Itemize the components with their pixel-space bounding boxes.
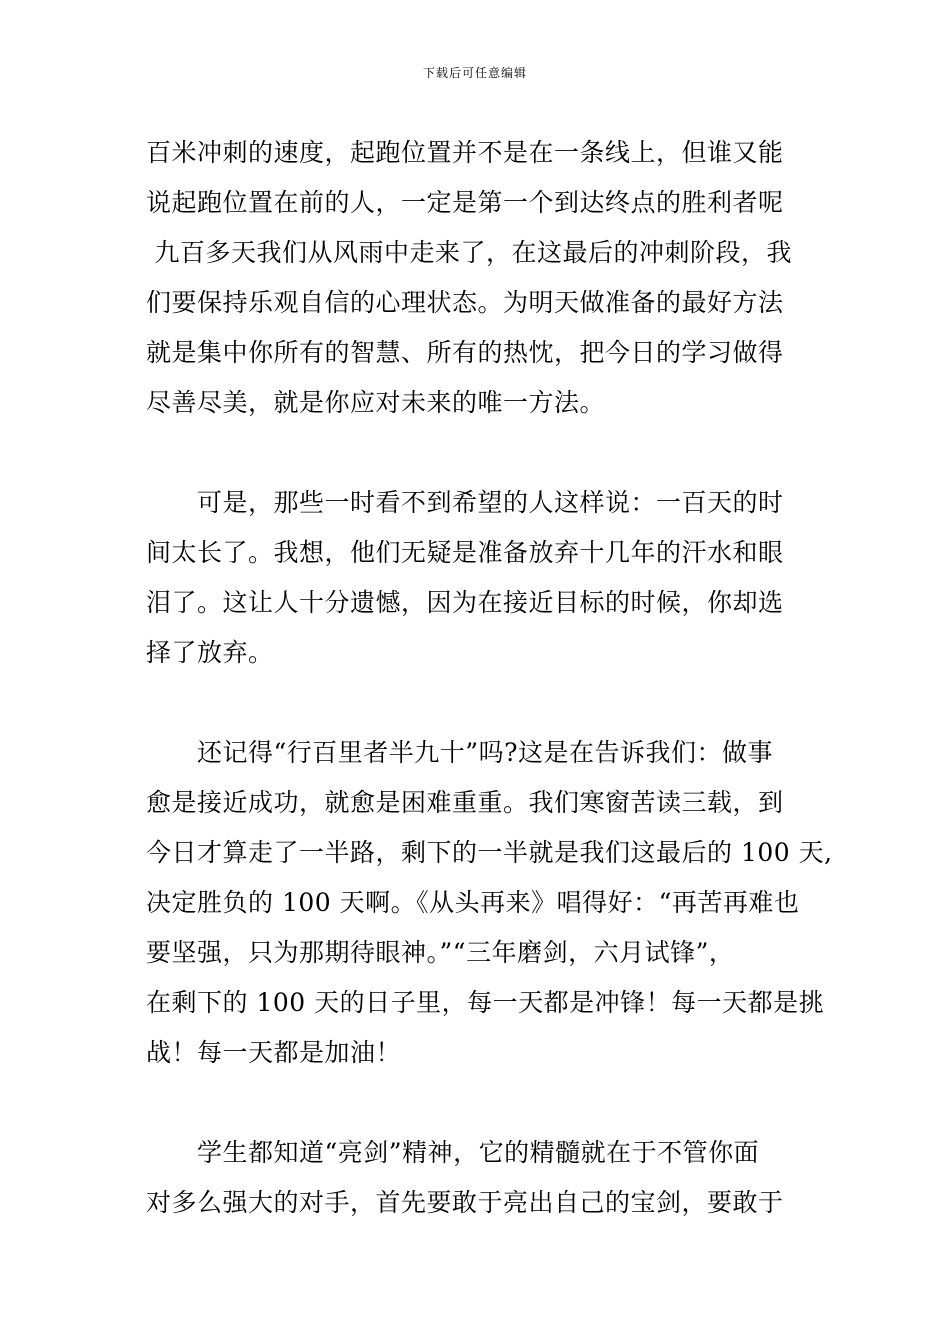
text-line: 对多么强大的对手，首先要敢于亮出自己的宝剑，要敢于 [146, 1188, 784, 1217]
paragraph [146, 1128, 826, 1228]
paragraph [146, 128, 826, 428]
text-line: 百米冲刺的速度，起跑位置并不是在一条线上，但谁又能 [146, 138, 784, 167]
text-line: 愈是接近成功，就愈是困难重重。我们寒窗苦读三载，到 [146, 788, 784, 817]
text-line: 们要保持乐观自信的心理状态。为明天做准备的最好方法 [146, 288, 784, 317]
paragraph [146, 728, 833, 1078]
text-line: 间太长了。我想，他们无疑是准备放弃十几年的汗水和眼 [146, 538, 784, 567]
text-line: 还记得“行百里者半九十”吗?这是在告诉我们：做事 [146, 738, 773, 767]
text-line: 尽善尽美，就是你应对未来的唯一方法。 [146, 388, 606, 417]
text-line: 择了放弃。 [146, 638, 274, 667]
text-line: 泪了。这让人十分遗憾，因为在接近目标的时候，你却选 [146, 588, 784, 617]
text-line: 学生都知道“亮剑”精神，它的精髓就在于不管你面 [146, 1138, 760, 1167]
text-line: 就是集中你所有的智慧、所有的热忱，把今日的学习做得 [146, 338, 784, 367]
text-line: 九百多天我们从风雨中走来了，在这最后的冲刺阶段，我 [146, 238, 792, 267]
text-line: 今日才算走了一半路，剩下的一半就是我们这最后的 100 天, [146, 838, 833, 867]
text-line: 战！每一天都是加油！ [146, 1038, 402, 1067]
paragraph [146, 478, 826, 678]
document-body [146, 128, 833, 1228]
page-header: 下载后可任意编辑 [422, 66, 527, 80]
text-line: 可是，那些一时看不到希望的人这样说：一百天的时 [146, 488, 784, 517]
text-line: 决定胜负的 100 天啊。《从头再来》唱得好：“再苦再难也 [146, 888, 800, 917]
text-line: 说起跑位置在前的人，一定是第一个到达终点的胜利者呢 [146, 188, 784, 217]
text-line: 要坚强，只为那期待眼神。”“三年磨剑，六月试锋”， [146, 938, 735, 967]
text-line: 在剩下的 100 天的日子里，每一天都是冲锋！每一天都是挑 [146, 988, 825, 1017]
